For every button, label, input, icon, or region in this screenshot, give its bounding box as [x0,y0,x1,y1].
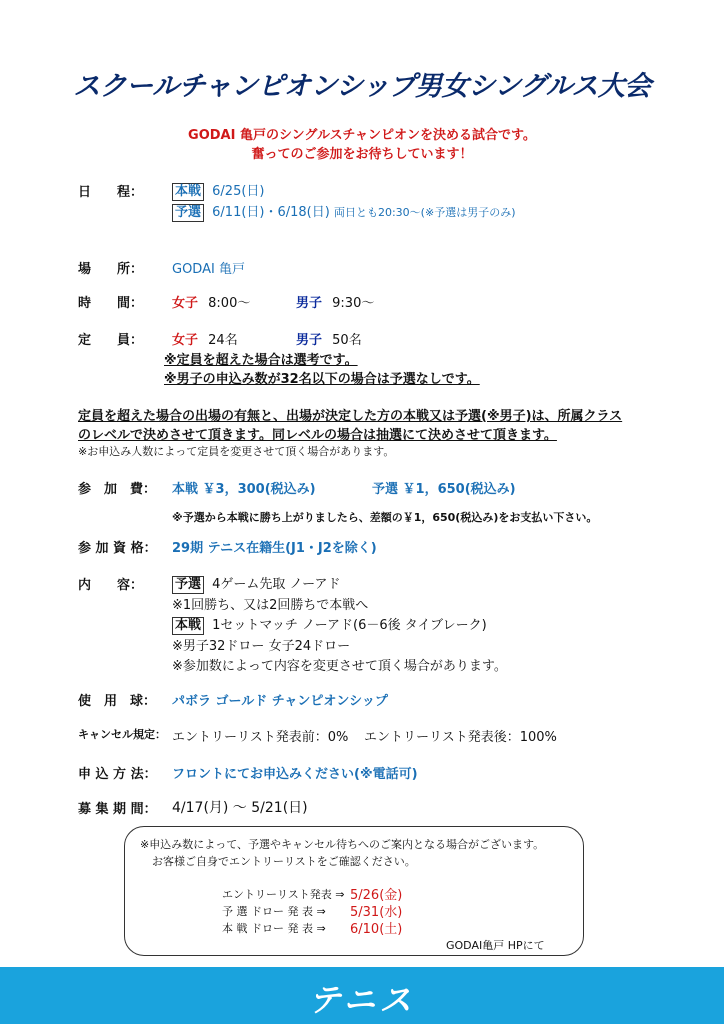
notice-line-2: お客様ご自身でエントリーリストをご確認ください。 [152,855,416,868]
time-male [296,292,374,311]
cancel-before: エントリーリスト発表前：0% [172,730,349,745]
main-tag: 本戦 [172,183,204,201]
cancel-after: エントリーリスト発表後：100% [364,730,557,745]
apply-label: 申 込 方 法： [78,767,157,782]
ball-label: 使 用 球： [78,694,157,709]
time-male-tag: 男子 [296,296,323,311]
time-female-value: 8:00～ [208,296,251,311]
time-values [172,292,250,311]
time-label: 時 間： [78,296,144,311]
schedule-main [172,180,265,201]
footer-logo-text: テニス [308,981,416,1019]
eligibility-value: 29期 テニス在籍生(J1・J2を除く) [172,541,377,556]
fee-qual: 予選 ￥1，650(税込み) [372,482,516,497]
content-qual-tag: 予選 [172,576,204,594]
capacity-female-value: 24名 [208,333,238,348]
selection-line-2: のレベルで決めさせて頂きます。同レベルの場合は抽選にて決めさせて頂きます。 [78,428,557,443]
fee-main: 本戦 ￥3，300(税込み) [172,482,316,497]
notice-item-label: 予 選 ドロー 発 表 ⇒ [222,905,326,918]
fee-label: 参 加 費： [78,482,157,497]
ball-value: パボラ ゴールド チャンピオンシップ [172,694,388,709]
apply-value: フロントにてお申込みください(※電話可) [172,767,418,782]
capacity-male-value: 50名 [332,333,362,348]
content-change-note: ※参加数によって内容を変更させて頂く場合があります。 [172,659,507,674]
capacity-label: 定 員： [78,333,144,348]
content-label: 内 容： [78,578,144,593]
eligibility-label: 参 加 資 格： [78,541,157,556]
page-title: スクールチャンピオンシップ男女シングルス大会 [73,71,651,102]
capacity-note-1: ※定員を超えた場合は選考です。 [164,353,358,368]
content-main-value: 1セットマッチ ノーアド(6－6後 タイブレーク) [212,618,487,633]
notice-source: GODAI亀戸 HPにて [446,939,545,952]
fee-note: ※予選から本戦に勝ち上がりましたら、差額の￥1，650(税込み)をお支払い下さい。 [172,511,598,524]
cancel-label: キャンセル規定： [78,728,166,741]
selection-line-3: ※お申込み人数によって定員を変更させて頂く場合があります。 [78,445,395,458]
content-qual-value: 4ゲーム先取 ノーアド [212,577,341,592]
intro-line-1: GODAI 亀戸のシングルスチャンピオンを決める試合です。 [188,128,536,143]
content-main [172,614,487,635]
notice-line-1: ※申込み数によって、予選やキャンセル待ちへのご案内となる場合がございます。 [140,838,545,851]
notice-item-date: 5/31(水) [350,905,403,920]
selection-line-1: 定員を超えた場合の出場の有無と、出場が決定した方の本戦又は予選(※男子)は、所属クラス [78,409,623,424]
venue-value: GODAI 亀戸 [172,262,245,277]
schedule-qual [172,201,515,222]
notice-item-date: 5/26(金) [350,888,403,903]
content-main-tag: 本戦 [172,617,204,635]
capacity-note-2: ※男子の申込み数が32名以下の場合は予選なしです。 [164,372,480,387]
qual-tag: 予選 [172,204,204,222]
capacity-female-tag: 女子 [172,333,199,348]
footer-banner [0,967,724,1024]
period-label: 募 集 期 間： [78,802,157,817]
time-male-value: 9:30～ [332,296,375,311]
content-qual [172,573,341,594]
capacity-male-tag: 男子 [296,333,323,348]
main-date: 6/25(日) [212,184,265,199]
notice-item-label: 本 戦 ドロー 発 表 ⇒ [222,922,326,935]
notice-item-label: エントリーリスト発表 ⇒ [222,888,345,901]
notice-item-date: 6/10(土) [350,922,403,937]
content-draw-note: ※男子32ドロー 女子24ドロー [172,639,351,654]
venue-label: 場 所： [78,262,144,277]
capacity-female [172,329,238,348]
schedule-label: 日 程： [78,185,144,200]
qual-date: 6/11(日)・6/18(日) [212,205,330,220]
period-value: 4/17(月) ～ 5/21(日) [172,800,308,816]
time-female-tag: 女子 [172,296,199,311]
qual-note: 両日とも20:30～(※予選は男子のみ) [333,206,516,219]
intro-line-2: 奮ってのご参加をお待ちしています！ [251,147,473,162]
content-qual-note: ※1回勝ち、又は2回勝ちで本戦へ [172,598,369,613]
capacity-male [296,329,362,348]
